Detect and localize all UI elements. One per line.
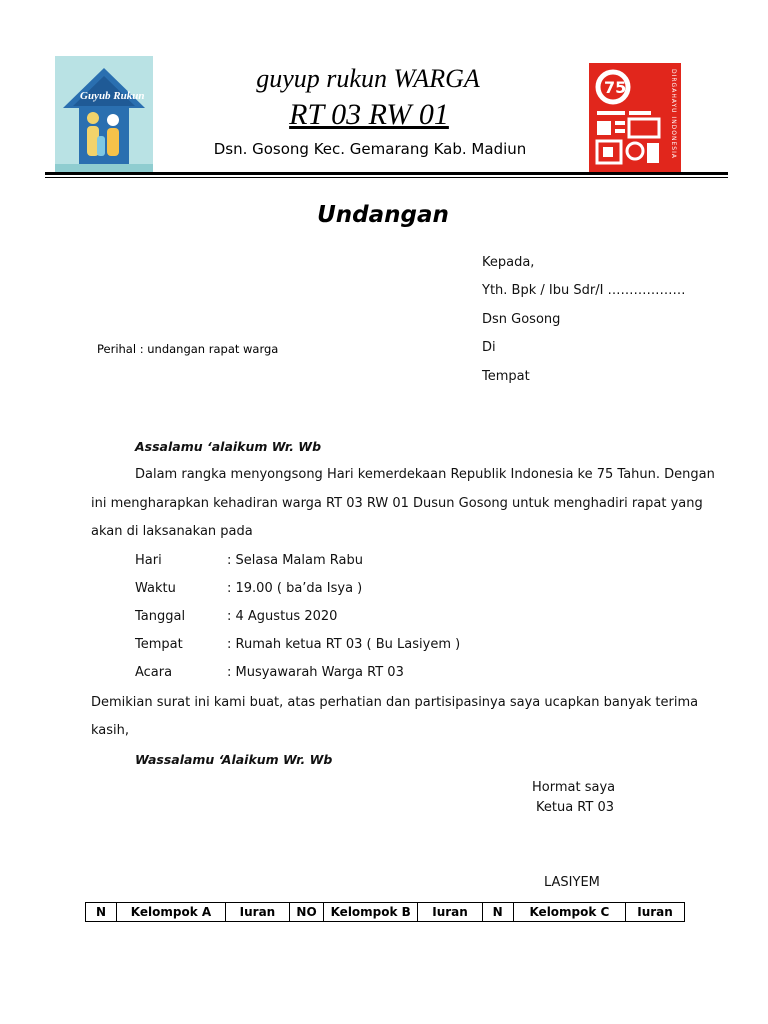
schedule-row — [135, 602, 460, 630]
schedule-row — [135, 658, 460, 686]
recipient-line: Tempat — [482, 369, 530, 384]
schedule-value: : Musyawarah Warga RT 03 — [227, 664, 404, 680]
recipient-line: Yth. Bpk / Ibu Sdr/I ……………… — [482, 283, 686, 298]
table-header: NO — [290, 903, 324, 922]
signature-role: Ketua RT 03 — [536, 800, 615, 815]
header-divider-thin — [45, 177, 728, 178]
header-address: Dsn. Gosong Kec. Gemarang Kab. Madiun — [213, 140, 527, 158]
hut-ri-75-logo — [589, 63, 681, 173]
schedule-row — [135, 546, 460, 574]
paragraph-line: ini mengharapkan kehadiran warga RT 03 RW 01 Dusun Gosong untuk menghadiri rapat yang — [91, 496, 703, 511]
signature-regards: Hormat saya — [532, 780, 616, 795]
closing-line: Demikian surat ini kami buat, atas perhatian dan partisipasinya saya ucapkan banyak terima — [91, 695, 699, 710]
schedule-label: Tempat — [135, 636, 183, 652]
table-header: N — [86, 903, 117, 922]
recipient-line: Di — [482, 340, 496, 355]
header-divider — [45, 172, 728, 175]
table-header: Kelompok B — [324, 903, 418, 922]
recipient-line: Dsn Gosong — [482, 312, 561, 327]
table-header: Iuran — [418, 903, 482, 922]
closing-line: kasih, — [91, 723, 130, 738]
schedule-label: Hari — [135, 552, 162, 568]
recipient-line: Kepada, — [482, 255, 535, 270]
signature-name: LASIYEM — [544, 875, 600, 890]
schedule-value: : 19.00 ( ba’da Isya ) — [227, 580, 363, 596]
schedule-value: : 4 Agustus 2020 — [227, 608, 338, 624]
schedule-value: : Selasa Malam Rabu — [227, 552, 363, 568]
paragraph-line: Dalam rangka menyongsong Hari kemerdekaan Republik Indonesia ke 75 Tahun. Dengan — [135, 467, 715, 482]
svg-text:75: 75 — [604, 78, 627, 97]
subject-line: Perihal : undangan rapat warga — [97, 342, 279, 356]
farewell: Wassalamu ‘Alaikum Wr. Wb — [135, 752, 333, 767]
schedule-label: Tanggal — [135, 608, 186, 624]
table-header-row — [86, 903, 685, 922]
schedule-label: Acara — [135, 664, 173, 680]
table-header: Iuran — [626, 903, 685, 922]
table-header: Iuran — [225, 903, 289, 922]
table-header: Kelompok A — [117, 903, 226, 922]
schedule-row — [135, 574, 460, 602]
schedule-value: : Rumah ketua RT 03 ( Bu Lasiyem ) — [227, 636, 461, 652]
logo-right-text: DIRGAHAYU INDONESIA — [670, 69, 677, 159]
schedule-row — [135, 630, 460, 658]
header-title: RT 03 RW 01 — [289, 98, 449, 131]
schedule-label: Waktu — [135, 580, 176, 596]
document-title: Undangan — [317, 202, 449, 228]
greeting: Assalamu ‘alaikum Wr. Wb — [135, 439, 322, 454]
table-header: Kelompok C — [513, 903, 625, 922]
header-motto: guyup rukun WARGA — [256, 64, 480, 93]
group-table — [85, 902, 685, 922]
schedule-table — [135, 546, 460, 686]
logo-left-text: Guyub Rukun — [80, 90, 145, 102]
paragraph-line: akan di laksanakan pada — [91, 524, 253, 539]
table-header: N — [482, 903, 513, 922]
